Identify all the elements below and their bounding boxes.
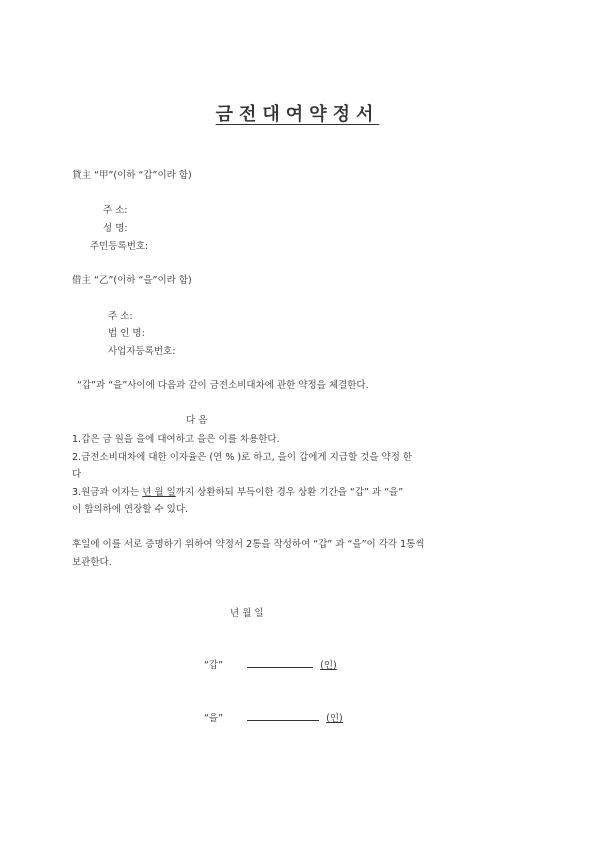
lender-signature-line [204,657,337,671]
closing-line-1: 후일에 이를 서로 증명하기 위하여 약정서 2통을 작성하여 “갑” 과 “을”이 각각 1통씩 [72,539,425,550]
borrower-business-number-label: 사업자등록번호: [108,346,176,357]
borrower-corp-name-label: 법 인 명: [108,328,145,339]
lender-address-label: 주 소: [103,205,128,216]
terms-heading: 다 음 [186,415,208,426]
clause-2-line-2: 다 [72,469,82,480]
lender-signature-label: “갑” [204,660,224,671]
date-line: 년 월 일 [230,608,264,619]
lender-resident-number-label: 주민등록번호: [90,241,149,252]
intro-paragraph: “갑”과 “을”사이에 다음과 같이 금전소비대차에 관한 약정을 체결한다. [77,380,369,391]
document-title: 금전대여약정서 [215,104,380,125]
lender-seal-mark: (인) [320,660,337,671]
clause-3-text-a: 3.원금과 이자는 [72,487,140,498]
clause-1: 1.갑은 금 원을 을에 대여하고 을은 이를 차용한다. [72,434,280,445]
borrower-header: 借主 “乙”(이하 “을”이라 함) [72,275,192,286]
borrower-signature-line [204,710,343,724]
clause-2-line-1: 2.금전소비대차에 대한 이자율은 (연 % )로 하고, 을이 갑에게 지급할 것을 약정 한 [72,452,413,463]
lender-signature-blank [247,659,313,668]
lender-header: 貸主 “甲”(이하 “갑”이라 함) [72,170,192,181]
lender-name-label: 성 명: [103,223,128,234]
borrower-seal-mark: (인) [326,713,343,724]
borrower-signature-label: “을” [204,713,224,724]
closing-line-2: 보관한다. [72,557,112,568]
clause-3-text-b: 까지 상환하되 부득이한 경우 상환 기간을 “갑” 과 “을” [175,487,404,498]
borrower-signature-blank [247,712,319,721]
clause-3-deadline-date: 년 월 일 [142,487,176,498]
clause-3-line-2: 이 합의하에 연장할 수 있다. [72,504,189,515]
borrower-address-label: 주 소: [108,311,133,322]
clause-3-line-1 [72,484,403,498]
